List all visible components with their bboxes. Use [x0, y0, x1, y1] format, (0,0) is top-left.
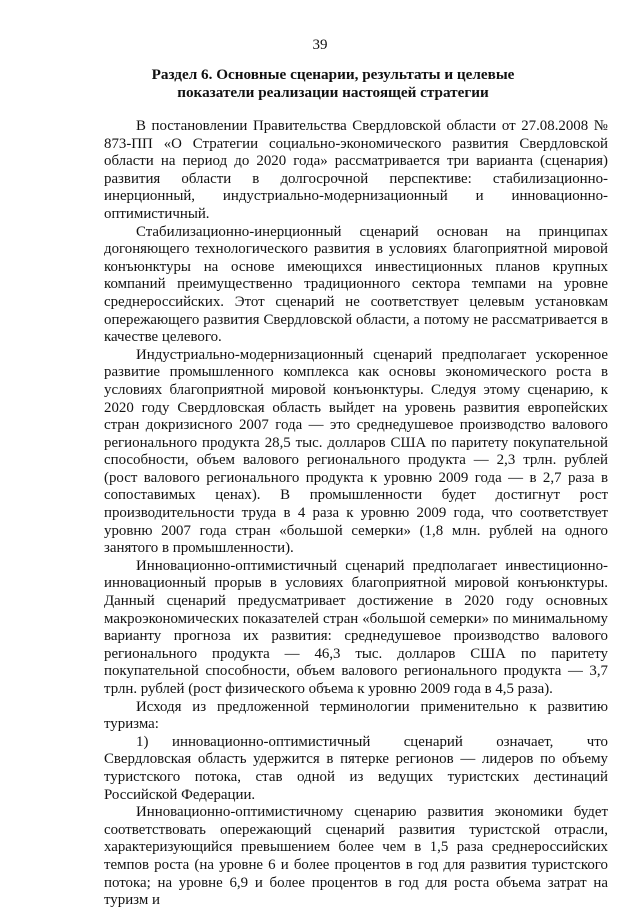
- list-item-text: инновационно-оптимистичный сценарий означает, что Свердловская область удержится в пятерке регионов — лидеров по объему туристского потока, став одной из ведущих туристских дестинаций Российской Федерации.: [104, 733, 608, 803]
- section-title: Раздел 6. Основные сценарии, результаты и целевые показатели реализации настоящей стратегии: [151, 66, 515, 101]
- paragraph-industrial-scenario: Индустриально-модернизационный сценарий предполагает ускоренное развитие промышленного комплекса как основы экономического роста в условиях благоприятной мировой конъюнктуры. Следуя этому сценарию, к 2020 году Свердловская область выйдет на уровень развития европейских стран докризисного 2007 года — это среднедушевое производство валового регионального продукта 28,5 тыс. долларов США по паритету покупательной способности, объем валового регионального продукта — 2,3 трлн. рублей (рост валового регионального продукта к уровню 2009 года — в 2,7 раза в сопоставимых ценах). В промышленности будет достигнут рост производительности труда в 4 раза к уровню 2009 года, что соответствует уровню 2007 года стран «большой семерки» (1,8 млн. рублей на одного занятого в промышленности).: [104, 346, 608, 557]
- page-number: 39: [312, 37, 328, 53]
- list-item: [104, 734, 608, 804]
- body-text: [104, 118, 608, 910]
- paragraph-stabilization-scenario: Стабилизационно-инерционный сценарий основан на принципах догоняющего технологического развития в условиях благоприятной мировой конъюнктуры на основе имеющихся инвестиционных планов крупных компаний преимущественно традиционного сектора темпами на уровне среднероссийских. Этот сценарий не соответствует целевым установкам опережающего развития Свердловской области, а потому не рассматривается в качестве целевого.: [104, 223, 608, 346]
- paragraph-resolution: В постановлении Правительства Свердловской области от 27.08.2008 № 873-ПП «О Стратегии социально-экономического развития Свердловской области на период до 2020 года» рассматривается три варианта (сценария) развития области в долгосрочной перспективе: стабилизационно-инерционный, индустриально-модернизационный и инновационно-оптимистичный.: [104, 118, 608, 222]
- paragraph-innovation-scenario: Инновационно-оптимистичный сценарий предполагает инвестиционно-инновационный прорыв в условиях благоприятной мировой конъюнктуры. Данный сценарий предусматривает достижение в 2020 году основных макроэкономических показателей стран «большой семерки» по минимальному варианту прогноза их развития: среднедушевое производство валового регионального продукта — 46,3 тыс. долларов США по паритету покупательной способности, объем валового регионального продукта — 3,7 трлн. рублей (рост физического объема к уровню 2009 года в 4,5 раза).: [104, 557, 608, 697]
- paragraph-tourism-intro: Исходя из предложенной терминологии применительно к развитию туризма:: [104, 698, 608, 733]
- list-item-number: 1): [136, 733, 149, 750]
- paragraph-advanced-tourism: Инновационно-оптимистичному сценарию развития экономики будет соответствовать опережающий сценарий развития туристской отрасли, характеризующийся превышением более чем в 1,5 раза среднероссийских темпов роста (на уровне 6 и более процентов в год для развития туристского потока; на уровне 6,9 и более процентов в год для роста объема затрат на туризм и: [104, 804, 608, 909]
